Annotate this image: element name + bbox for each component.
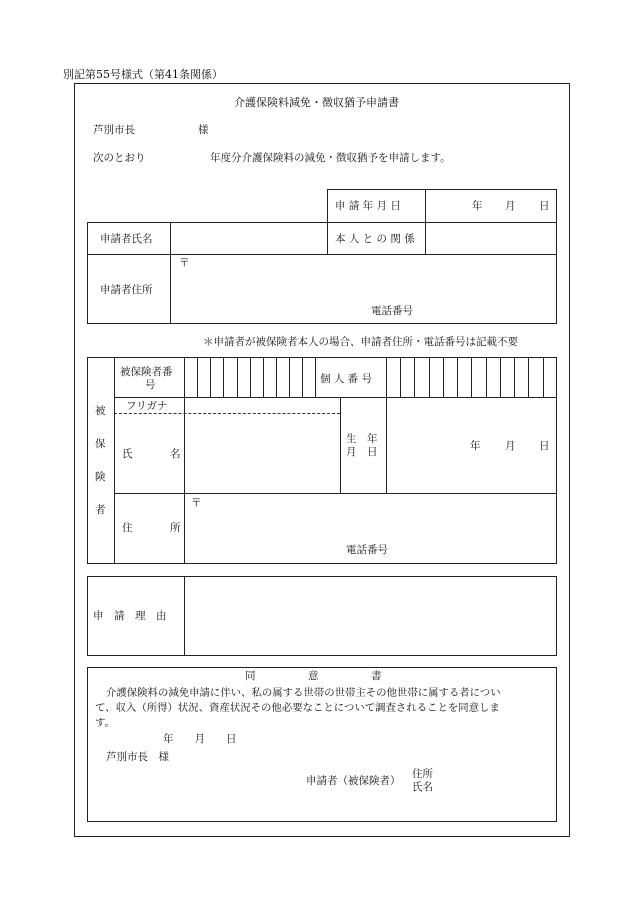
note-text: ＊申請者が被保険者本人の場合、申請者住所・電話番号は記載不要 xyxy=(203,336,518,348)
application-date-label: 申 請 年 月 日 xyxy=(335,200,401,212)
consent-address-label: 住所 xyxy=(412,768,433,780)
consent-title: 同 意 書 xyxy=(245,670,382,682)
reason-field[interactable] xyxy=(185,577,556,655)
insured-postal-mark: 〒 xyxy=(191,497,202,509)
insured-number-label-line1: 被保険者番 xyxy=(120,366,173,378)
insured-name-label-b: 名 xyxy=(170,448,181,460)
insured-address-label-b: 所 xyxy=(170,522,181,534)
application-date-month: 月 xyxy=(505,200,516,212)
intro-lead: 次のとおり xyxy=(93,152,146,164)
addressee-honorific: 様 xyxy=(198,124,209,136)
relation-label: 本 人 と の 関 係 xyxy=(335,233,415,245)
personal-number-label: 個 人 番 号 xyxy=(320,373,373,385)
insured-address-label-a: 住 xyxy=(122,522,133,534)
birth-month: 月 xyxy=(505,440,516,452)
insured-side-label-3: 険 xyxy=(95,471,106,483)
insured-side-label-1: 被 xyxy=(95,405,106,417)
form-number-note: 別記第55号様式（第41条関係） xyxy=(63,68,223,81)
furigana-field[interactable] xyxy=(185,398,339,412)
birth-year: 年 xyxy=(470,440,481,452)
consent-addressee: 芦別市長 様 xyxy=(106,751,169,763)
consent-body-line1: 介護保険料の減免申請に伴い、私の属する世帯の世帯主その他世帯に属する者につい xyxy=(106,687,501,699)
addressee: 芦別市長 xyxy=(93,124,135,136)
intro-text: 年度分介護保険料の減免・徴収猶予を申請します。 xyxy=(210,152,451,164)
insured-number-field[interactable] xyxy=(185,358,314,396)
form-title: 介護保険料減免・徴収猶予申請書 xyxy=(234,96,399,109)
application-date-day: 日 xyxy=(539,200,550,212)
insured-side-label-4: 者 xyxy=(95,504,106,516)
insured-number-label-line2: 号 xyxy=(145,379,156,391)
reason-label: 申 請 理 由 xyxy=(93,610,167,622)
applicant-address-field[interactable] xyxy=(171,270,556,300)
applicant-address-label: 申請者住所 xyxy=(100,284,153,296)
postal-mark: 〒 xyxy=(179,257,190,269)
applicant-name-field[interactable] xyxy=(171,223,326,254)
consent-name-label: 氏名 xyxy=(412,781,433,793)
birth-date-field[interactable] xyxy=(387,398,556,492)
applicant-name-label: 申請者氏名 xyxy=(100,233,153,245)
insured-name-field[interactable] xyxy=(185,415,339,492)
applicant-phone-label: 電話番号 xyxy=(371,305,413,317)
insured-address-field[interactable] xyxy=(185,510,556,540)
consent-body-line2: て、収入（所得）状況、資産状況その他必要なことについて調査されることを同意しま xyxy=(95,702,500,714)
birth-label-line2: 月 日 xyxy=(346,446,378,458)
birth-day: 日 xyxy=(539,440,550,452)
application-date-year: 年 xyxy=(472,200,483,212)
consent-body-line3: す。 xyxy=(95,717,115,729)
personal-number-field[interactable] xyxy=(387,358,556,396)
consent-date-line: 年 月 日 xyxy=(163,733,237,745)
insured-name-label-a: 氏 xyxy=(122,448,133,460)
consent-signature-field[interactable] xyxy=(436,764,554,796)
birth-label-line1: 生 年 xyxy=(346,433,378,445)
furigana-label: フリガナ xyxy=(126,400,168,412)
insured-phone-label: 電話番号 xyxy=(346,544,388,556)
relation-field[interactable] xyxy=(426,223,556,254)
insured-side-label-2: 保 xyxy=(95,438,106,450)
consent-signer-label: 申請者（被保険者） xyxy=(306,775,401,787)
